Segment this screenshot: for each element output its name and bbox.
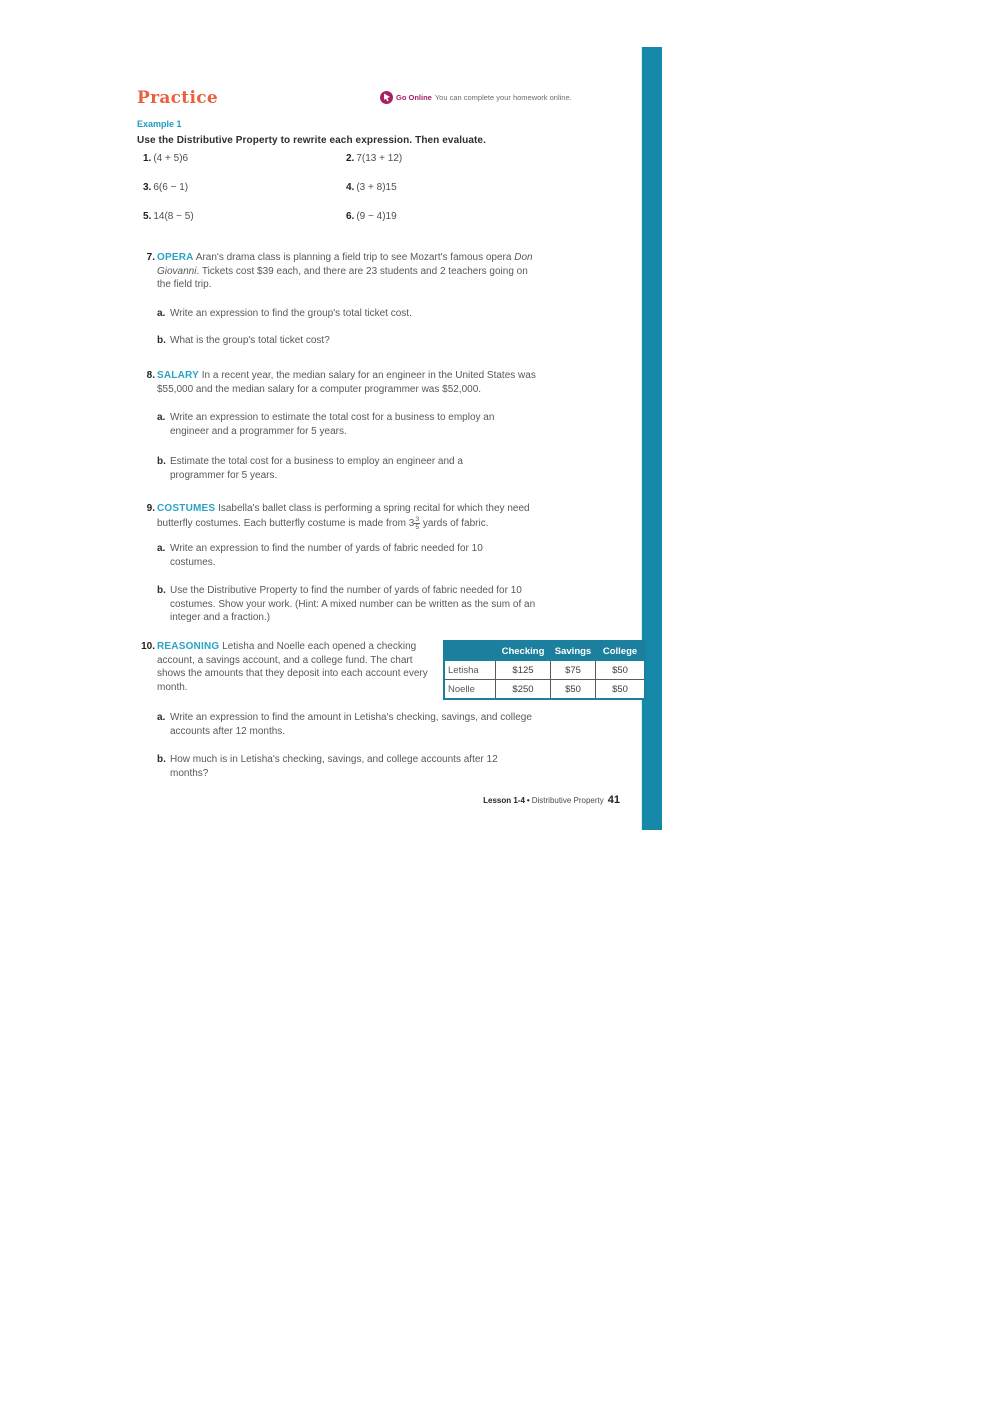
- problem-7-body-1: Aran's drama class is planning a field trip to see Mozart's famous opera: [195, 252, 515, 263]
- problem-10-number: 10.: [141, 641, 155, 652]
- exercise-number: 2.: [346, 153, 355, 164]
- part-letter: a.: [157, 308, 166, 319]
- problem-9-text: [157, 502, 555, 531]
- problem-8-tag: SALARY: [157, 370, 199, 381]
- part-letter: b.: [157, 456, 166, 467]
- exercise-expression: 6(6 − 1): [153, 182, 189, 193]
- table-corner-cell: [444, 641, 496, 661]
- problem-7-number: 7.: [146, 252, 155, 263]
- problem-7-body-2: . Tickets cost $39 each, and there are 23 students and 2 teachers going on the field trip.: [157, 265, 528, 291]
- part-letter: b.: [157, 585, 166, 596]
- exercise-number: 4.: [346, 182, 355, 193]
- exercise-expression: (3 + 8)15: [356, 182, 397, 193]
- example-label: Example 1: [137, 119, 182, 129]
- directions-text: Use the Distributive Property to rewrite each expression. Then evaluate.: [137, 135, 486, 146]
- mixed-number-whole: 3: [408, 517, 415, 529]
- page-edge-bar: [641, 47, 662, 830]
- part-letter: b.: [157, 335, 166, 346]
- exercise-expression: (4 + 5)6: [153, 153, 189, 164]
- part-letter: b.: [157, 754, 166, 765]
- table-header-checking: Checking: [496, 641, 551, 661]
- part-text: What is the group's total ticket cost?: [170, 335, 330, 346]
- problem-7-part-b: [157, 334, 532, 348]
- exercise-3: [143, 181, 188, 195]
- problem-10-tag: REASONING: [157, 641, 220, 652]
- part-letter: a.: [157, 712, 166, 723]
- problem-9-tag: COSTUMES: [157, 503, 216, 514]
- deposit-table: [443, 640, 646, 700]
- exercise-expression: 14(8 − 5): [153, 211, 194, 222]
- part-text: How much is in Letisha's checking, savings, and college accounts after 12 months?: [170, 754, 498, 779]
- table-header-savings: Savings: [551, 641, 596, 661]
- problem-7-text: [157, 251, 533, 292]
- cell-checking: $125: [496, 661, 551, 680]
- part-letter: a.: [157, 412, 166, 423]
- problem-8-part-a: [157, 411, 528, 438]
- problem-10-text: [157, 640, 441, 695]
- fraction-numerator: 3: [415, 515, 420, 523]
- problem-8-number: 8.: [146, 370, 155, 381]
- deposit-table-header-row: [444, 641, 645, 661]
- cell-checking: $250: [496, 680, 551, 700]
- exercise-number: 1.: [143, 153, 152, 164]
- exercise-number: 6.: [346, 211, 355, 222]
- exercise-1: [143, 152, 188, 166]
- cell-savings: $75: [551, 661, 596, 680]
- part-text: Estimate the total cost for a business to employ an engineer and a programmer for 5 years.: [170, 456, 463, 481]
- part-text: Write an expression to estimate the total cost for a business to employ an engineer and a programmer for 5 years.: [170, 412, 495, 437]
- row-label: Noelle: [444, 680, 496, 700]
- footer-lesson-label: Lesson 1-4: [483, 796, 525, 805]
- problem-9-number: 9.: [146, 503, 155, 514]
- part-text: Write an expression to find the amount in Letisha's checking, savings, and college accounts after 12 months.: [170, 712, 532, 737]
- go-online-message: You can complete your homework online.: [434, 93, 572, 102]
- exercise-number: 3.: [143, 182, 152, 193]
- problem-9-part-b: [157, 584, 550, 625]
- go-online-label: Go Online: [396, 93, 432, 102]
- footer-topic: Distributive Property: [531, 796, 604, 805]
- part-text: Write an expression to find the number of yards of fabric needed for 10 costumes.: [170, 543, 483, 568]
- problem-9-body-2: yards of fabric.: [420, 517, 489, 529]
- footer-separator: •: [526, 796, 530, 805]
- part-text: Use the Distributive Property to find the number of yards of fabric needed for 10 costumes. Show your work. (Hint: A mixed number can be written as the sum of an integer and a fraction.): [170, 585, 536, 624]
- mixed-number: [408, 515, 420, 531]
- part-text: Write an expression to find the group's total ticket cost.: [170, 308, 412, 319]
- exercise-number: 5.: [143, 211, 152, 222]
- footer-page-number: 41: [607, 794, 620, 806]
- part-letter: a.: [157, 543, 166, 554]
- problem-10-part-b: [157, 753, 515, 780]
- table-header-college: College: [596, 641, 646, 661]
- fraction-denominator: 5: [415, 523, 420, 531]
- exercise-expression: 7(13 + 12): [356, 153, 403, 164]
- page-title: Practice: [137, 88, 218, 108]
- problem-10-part-a: [157, 711, 546, 738]
- exercise-4: [346, 181, 397, 195]
- problem-9-body-1: Isabella's ballet class is performing a spring recital for which they need butterfly costumes. Each butterfly costume is made from: [157, 503, 530, 529]
- problem-7-opera-title: Don Giovanni: [157, 252, 533, 277]
- problem-8-part-b: [157, 455, 510, 482]
- exercise-2: [346, 152, 402, 166]
- exercise-expression: (9 − 4)19: [356, 211, 397, 222]
- cell-college: $50: [596, 661, 646, 680]
- exercise-6: [346, 210, 397, 224]
- problem-7-tag: OPERA: [157, 252, 194, 263]
- go-online-cursor-icon: [380, 91, 393, 104]
- table-row-noelle: [444, 680, 645, 700]
- exercise-5: [143, 210, 194, 224]
- cell-college: $50: [596, 680, 646, 700]
- problem-10-body: Letisha and Noelle each opened a checking account, a savings account, and a college fund. The chart shows the amounts that they deposit into each account every month.: [157, 641, 428, 694]
- problem-8-text: [157, 369, 541, 396]
- problem-7-part-a: [157, 307, 532, 321]
- go-online-callout: [380, 91, 572, 104]
- table-row-letisha: [444, 661, 645, 680]
- problem-9-part-a: [157, 542, 522, 569]
- problem-8-body: In a recent year, the median salary for an engineer in the United States was $55,000 and the median salary for a computer programmer was $52,000.: [157, 370, 536, 395]
- row-label: Letisha: [444, 661, 496, 680]
- page-footer: [300, 794, 620, 806]
- cell-savings: $50: [551, 680, 596, 700]
